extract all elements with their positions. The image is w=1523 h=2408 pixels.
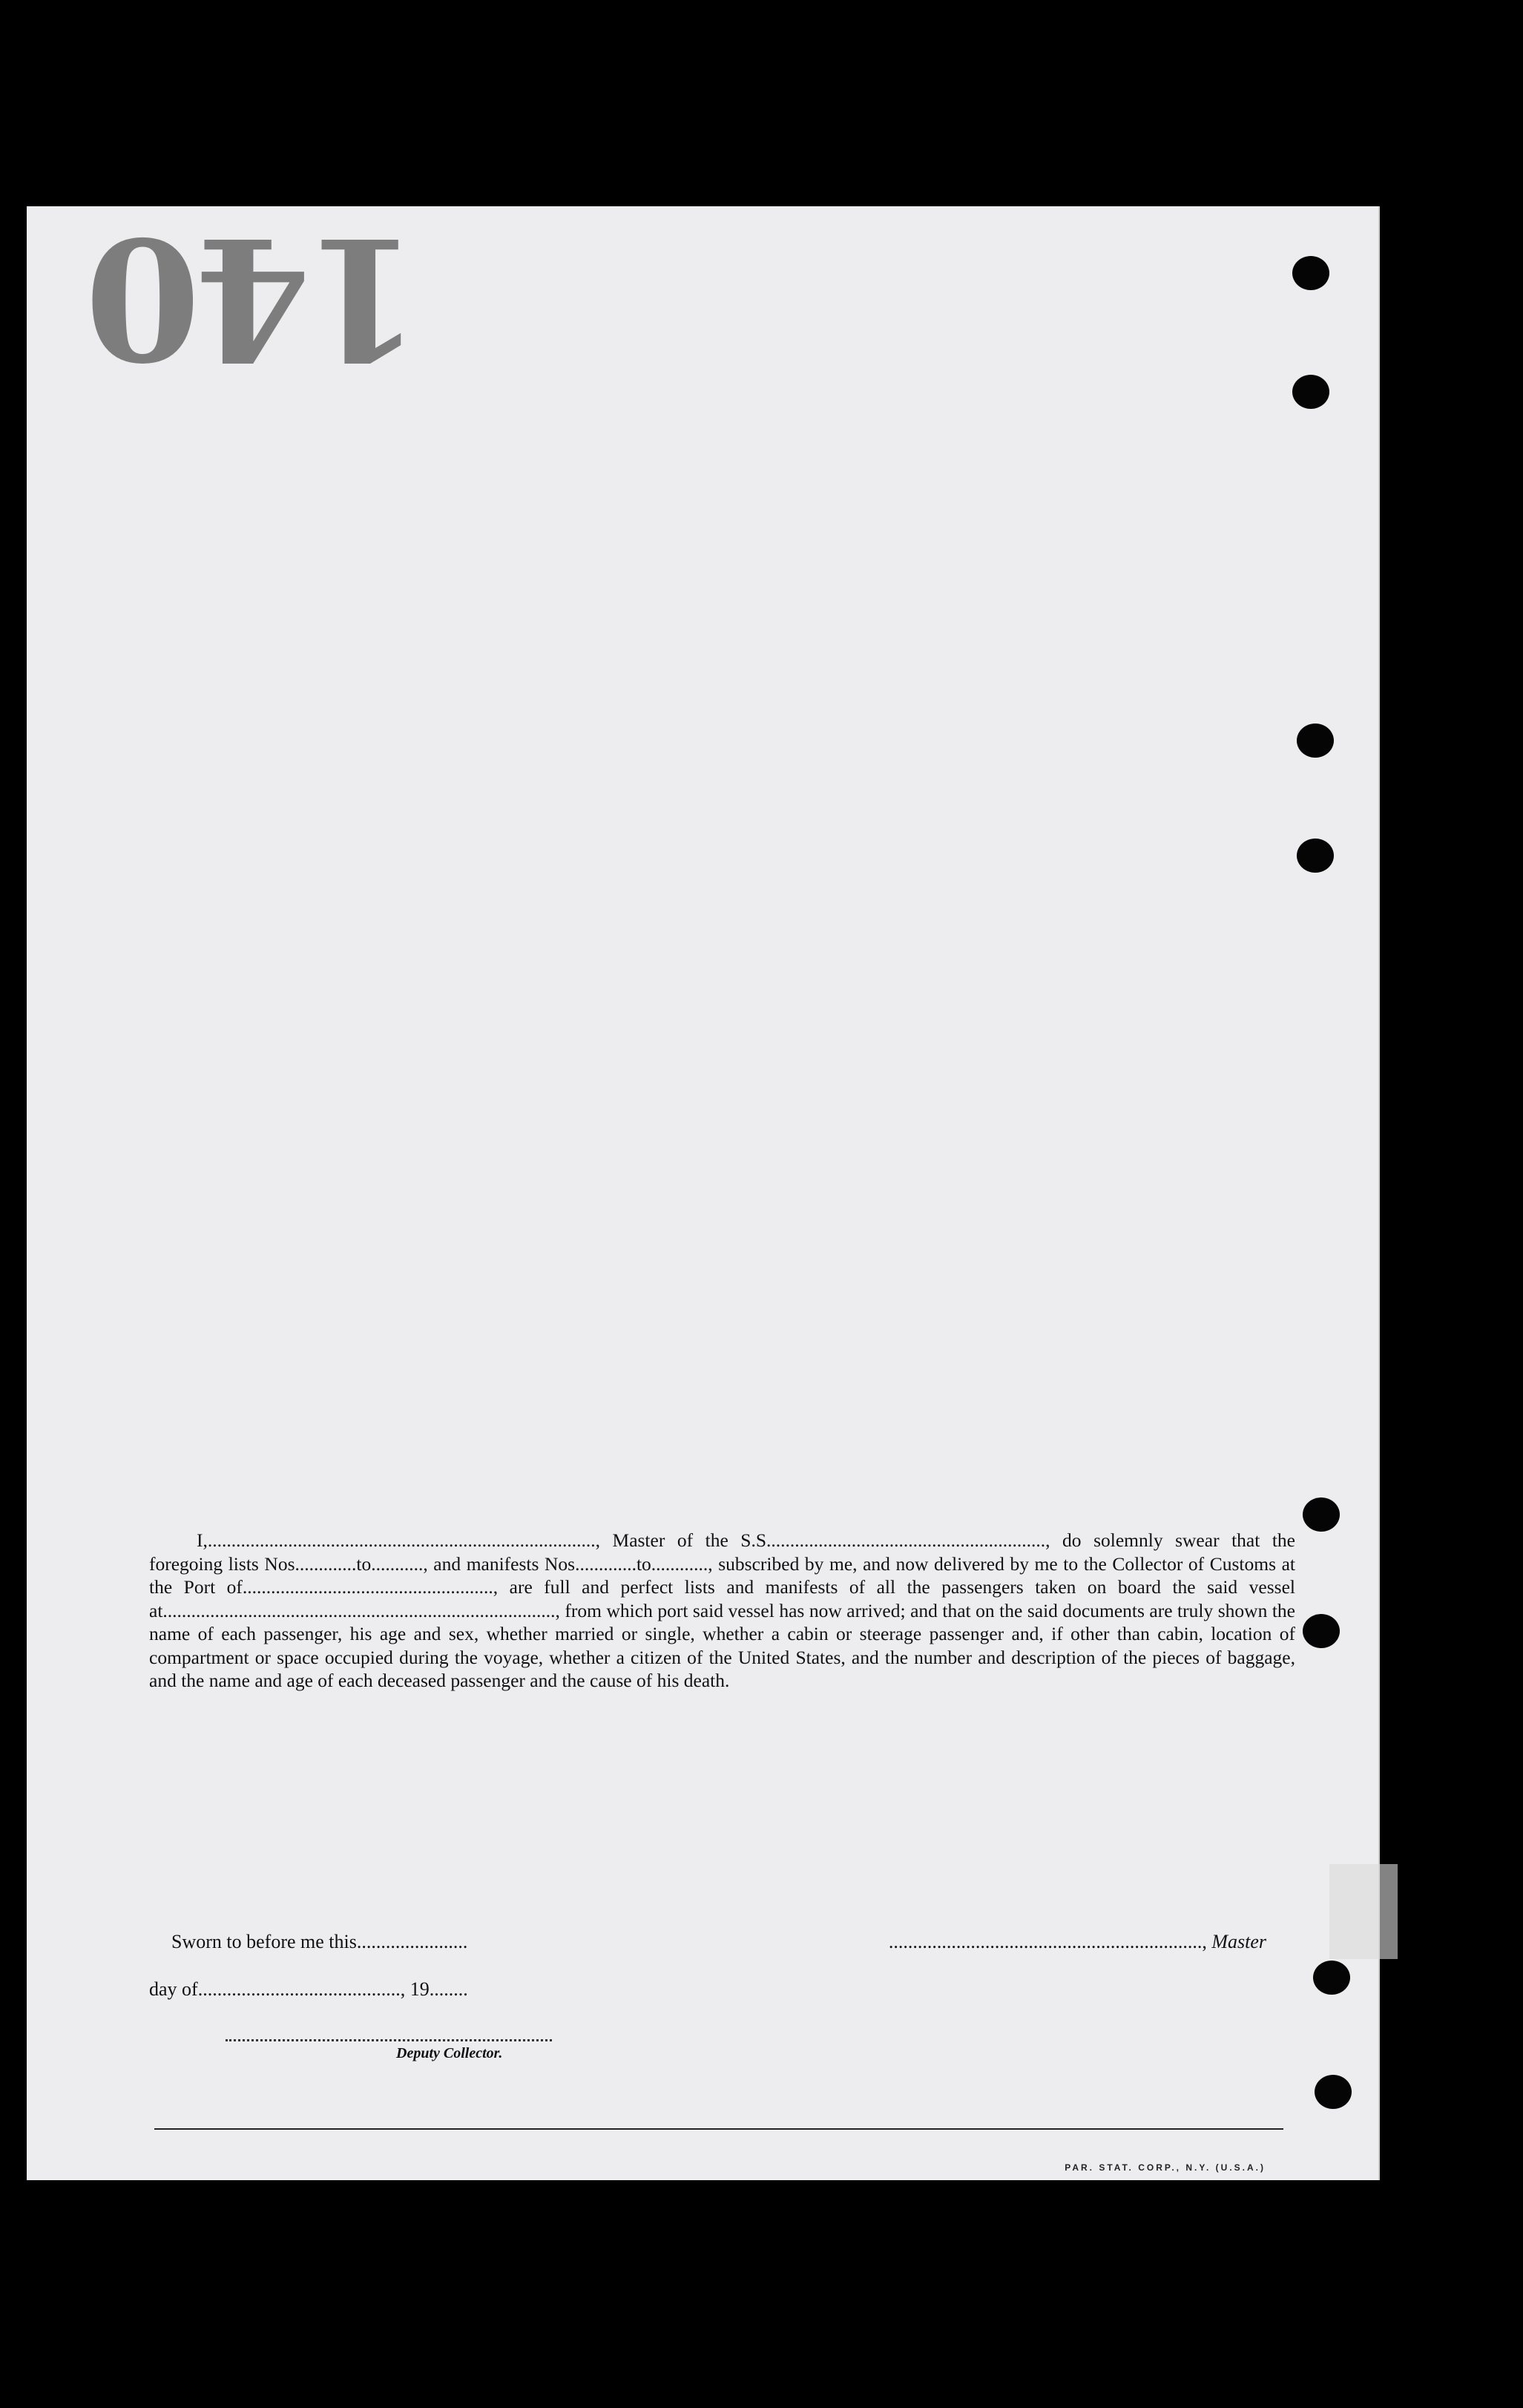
- punch-hole-icon: [1303, 1614, 1340, 1648]
- sworn-before-line: Sworn to before me this.......................: [171, 1931, 468, 1952]
- day-of-line: day of.........................................., 19........: [149, 1978, 468, 2000]
- oath-statement: [149, 1529, 1295, 1693]
- punch-hole-icon: [1292, 256, 1329, 290]
- tape-mark: [1329, 1864, 1398, 1959]
- punch-hole-icon: [1303, 1497, 1340, 1532]
- punch-hole-icon: [1315, 2075, 1352, 2109]
- punch-hole-icon: [1297, 724, 1334, 758]
- document-page: [27, 200, 1380, 2180]
- master-signature-dots: .................................................................,: [888, 1931, 1212, 1952]
- master-signature-line: [889, 1931, 1266, 1953]
- deputy-signature-rule: [226, 2039, 552, 2041]
- deputy-collector-label: Deputy Collector.: [396, 2045, 503, 2061]
- bottom-divider: [154, 2128, 1283, 2130]
- punch-hole-icon: [1292, 375, 1329, 409]
- punch-hole-icon: [1297, 839, 1334, 873]
- oath-paragraph: I,.................................................................................., Master of the S.S..........................................................., do solemnly swear that the foregoing lists Nos.............to..........., and manifests Nos.............to............, subscribed by me, and now delivered by me to the Collector of Customs at the Port of....................................................., are full and perfect lists and manifests of all the passengers taken on board the said vessel at..................................................................................., from which port said vessel has now arrived; and that on the said documents are truly shown the name of each passenger, his age and sex, whether married or single, whether a cabin or steerage passenger and, if other than cabin, location of compartment or space occupied during the voyage, whether a citizen of the United States, and the number and description of the pieces of baggage, and the name and age of each deceased passenger and the cause of his death.: [149, 1529, 1295, 1691]
- punch-hole-icon: [1313, 1961, 1350, 1995]
- printer-mark: PAR. STAT. CORP., N.Y. (U.S.A.): [1065, 2162, 1266, 2173]
- stamped-page-number: 140: [91, 200, 421, 396]
- master-label: Master: [1211, 1931, 1266, 1952]
